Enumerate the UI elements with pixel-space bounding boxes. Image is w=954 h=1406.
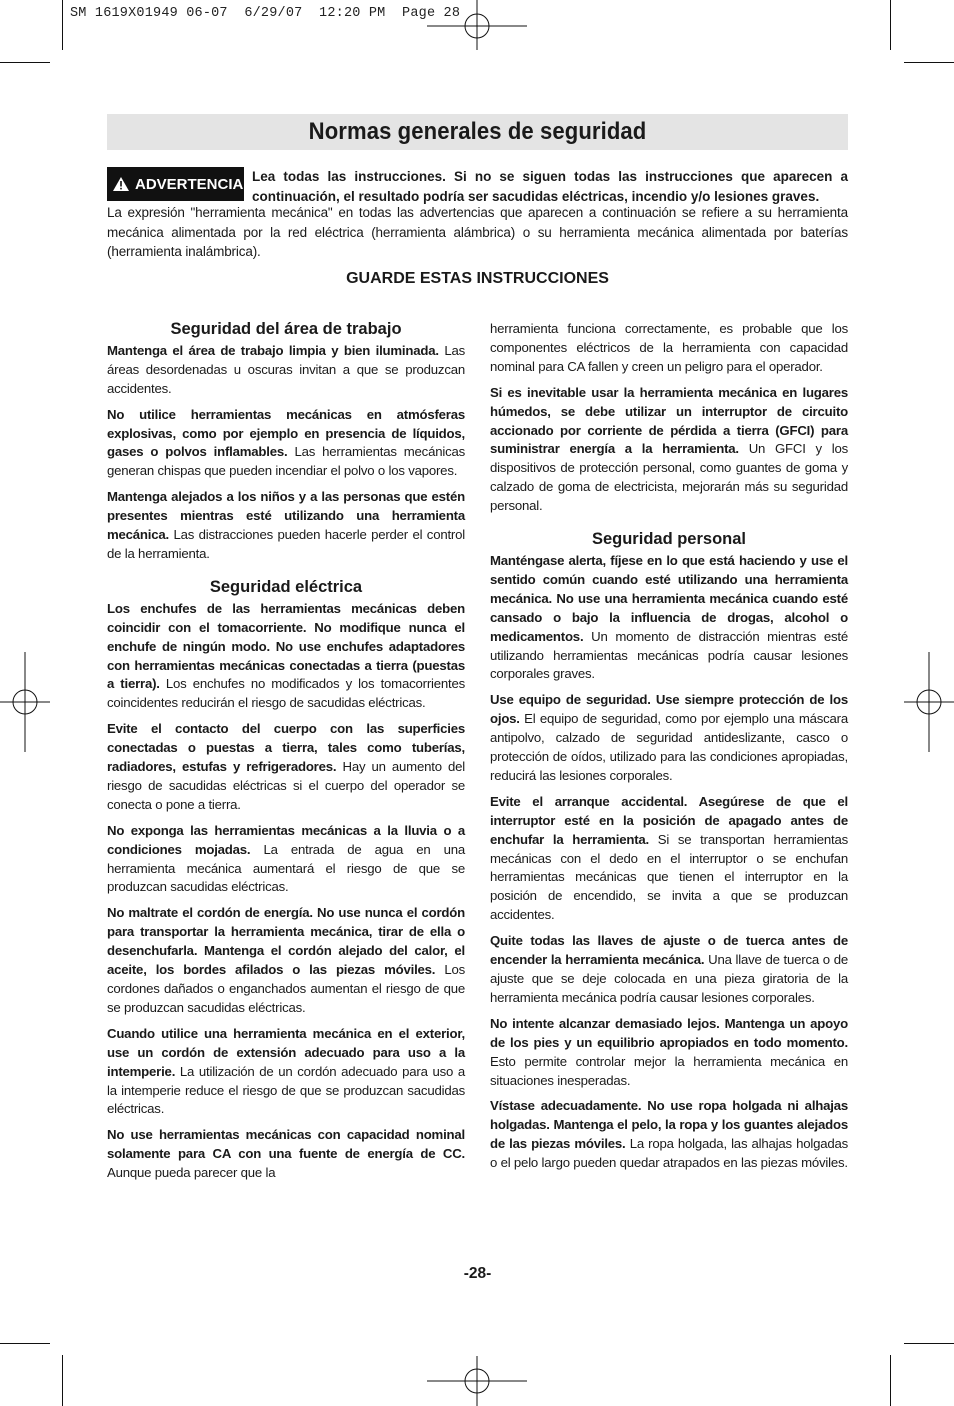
warning-line-1: Lea todas las instrucciones. Si no se siguen todas las instrucciones que aparecen a [252, 169, 848, 184]
intro-paragraph: La expresión "herramienta mecánica" en todas las advertencias que aparecen a continuación se refiere a su herramienta mecánica alimentada por la red eléctrica (herramienta alámbrica) o su herramienta mecánica alimentada por baterías (herramienta inalámbrica). [107, 205, 848, 259]
left-column [107, 320, 465, 1190]
section-heading-work-area: Seguridad del área de trabajo [170, 320, 402, 338]
paragraph: Mantenga el área de trabajo limpia y bien iluminada. Las áreas desordenadas u oscuras invitan a que se produzcan accidentes. [107, 342, 465, 396]
paragraph: No exponga las herramientas mecánicas a la lluvia o a condiciones mojadas. La entrada de agua en una herramienta mecánica aumentará el riesgo de que se produzcan sacudidas eléctricas. [107, 822, 465, 895]
crop-mark [904, 62, 954, 63]
paragraph: Vístase adecuadamente. No use ropa holgada ni alhajas holgadas. Mantenga el pelo, la ropa y los guantes alejados de las piezas móviles. La ropa holgada, las alhajas holgadas o el pelo largo pueden quedar atrapados en las piezas móviles. [490, 1098, 848, 1171]
warning-line-2: continuación, el resultado podría ser sacudidas eléctricas, incendio y/o lesiones graves. [252, 189, 820, 204]
right-column [490, 320, 848, 1180]
registration-mark-right [904, 652, 954, 752]
crop-mark [890, 0, 891, 50]
section-heading-electrical: Seguridad eléctrica [209, 577, 363, 596]
crop-mark [62, 1355, 63, 1406]
paragraph: No utilice herramientas mecánicas en atmósferas explosivas, como por ejemplo en presencia de líquidos, gases o polvos inflamables. Las herramientas mecánicas generan chispas que pueden incendiar el polvo o los vapores. [107, 406, 465, 479]
crop-mark [0, 62, 50, 63]
paragraph: Los enchufes de las herramientas mecánicas deben coincidir con el tomacorriente. No modifique nunca el enchufe de ningún modo. No use enchufes adaptadores con herramientas mecánicas conectadas a tierra (puestas a tierra). Los enchufes no modificados y los tomacorrientes coincidentes reducirán el riesgo de sacudidas eléctricas. [107, 600, 465, 711]
registration-mark-bottom [427, 1356, 527, 1406]
registration-mark-left [0, 652, 50, 752]
print-slug: SM 1619X01949 06-07 6/29/07 12:20 PM Page 28 [70, 6, 461, 21]
warning-badge [107, 167, 244, 201]
section-heading-personal: Seguridad personal [591, 530, 747, 549]
crop-mark [0, 1343, 50, 1344]
paragraph-continued: herramienta funciona correctamente, es probable que los componentes eléctricos de la herramienta con capacidad nominal para CA fallen y creen un peligro para el operador. [490, 321, 848, 374]
warning-triangle-icon [113, 177, 129, 191]
paragraph: Manténgase alerta, fíjese en lo que está haciendo y use el sentido común cuando esté utilizando una herramienta mecánica. No use una herramienta mecánica cuando esté cansado o bajo la influencia de drogas, alcohol o medicamentos. Un momento de distracción mientras esté utilizando herramientas mecánicas podría causar lesiones corporales graves. [490, 552, 848, 682]
paragraph: No maltrate el cordón de energía. No use nunca el cordón para transportar la herramienta mecánica, tirar de ella o desenchufarla. Mantenga el cordón alejado del calor, el aceite, los bordes afilados o las piezas móviles. Los cordones dañados o enganchados aumentan el riesgo de que se produzcan sacudidas eléctricas. [107, 905, 465, 1015]
save-instructions-heading: GUARDE ESTAS INSTRUCCIONES [346, 270, 609, 287]
warning-text [252, 167, 848, 207]
crop-mark [890, 1355, 891, 1406]
paragraph: Si es inevitable usar la herramienta mecánica en lugares húmedos, se debe utilizar un interruptor de circuito accionado por corriente de pérdida a tierra (GFCI) para suministrar energía a la herramienta. Un GFCI y los dispositivos de protección personal, como guantes de goma y calzado de goma de electricista, mejorarán más su seguridad personal. [490, 384, 848, 514]
page-title: Normas generales de seguridad [308, 118, 647, 145]
paragraph: No use herramientas mecánicas con capacidad nominal solamente para CA con una fuente de energía de CC. Aunque pueda parecer que la [107, 1127, 465, 1181]
paragraph: No intente alcanzar demasiado lejos. Mantenga un apoyo de los pies y un equilibrio apropiados en todo momento. Esto permite controlar mejor la herramienta mecánica en situaciones inesperadas. [490, 1015, 848, 1088]
title-bar [107, 114, 848, 150]
paragraph: Quite todas las llaves de ajuste o de tuerca antes de encender la herramienta mecánica. Una llave de tuerca o de ajuste que se deje colocada en una pieza giratoria de la herramienta mecánica podría causar lesiones corporales. [490, 933, 848, 1005]
paragraph: Cuando utilice una herramienta mecánica en el exterior, use un cordón de extensión adecuado para uso a la intemperie. La utilización de un cordón adecuado para uso a la intemperie reduce el riesgo de que se produzcan sacudidas eléctricas. [107, 1025, 465, 1117]
warning-badge-label: ADVERTENCIA [135, 175, 244, 193]
paragraph: Mantenga alejados a los niños y a las personas que estén presentes mientras esté utilizando una herramienta mecánica. Las distracciones pueden hacerle perder el control de la herramienta. [107, 489, 465, 561]
paragraph: Use equipo de seguridad. Use siempre protección de los ojos. El equipo de seguridad, como por ejemplo una máscara antipolvo, calzado de seguridad antideslizante, casco o protección de oídos, utilizado para las condiciones apropiadas, reducirá las lesiones corporales. [490, 692, 848, 783]
crop-mark [904, 1343, 954, 1344]
paragraph: Evite el arranque accidental. Asegúrese de que el interruptor esté en la posición de apagado antes de enchufar la herramienta. Si se transportan herramientas mecánicas con el dedo en el interruptor o se enchufan herramientas mecánicas que tienen el interruptor en la posición de encendido, se invita a que se produzcan accidentes. [490, 793, 848, 923]
page-number: -28- [463, 1265, 492, 1282]
crop-mark [62, 0, 63, 50]
registration-mark-top [427, 0, 527, 52]
paragraph: Evite el contacto del cuerpo con las superficies conectadas o puestas a tierra, tales como tuberías, radiadores, estufas y refrigeradores. Hay un aumento del riesgo de sacudidas eléctricas si el cuerpo del operador se conecta o pone a tierra. [107, 721, 465, 812]
